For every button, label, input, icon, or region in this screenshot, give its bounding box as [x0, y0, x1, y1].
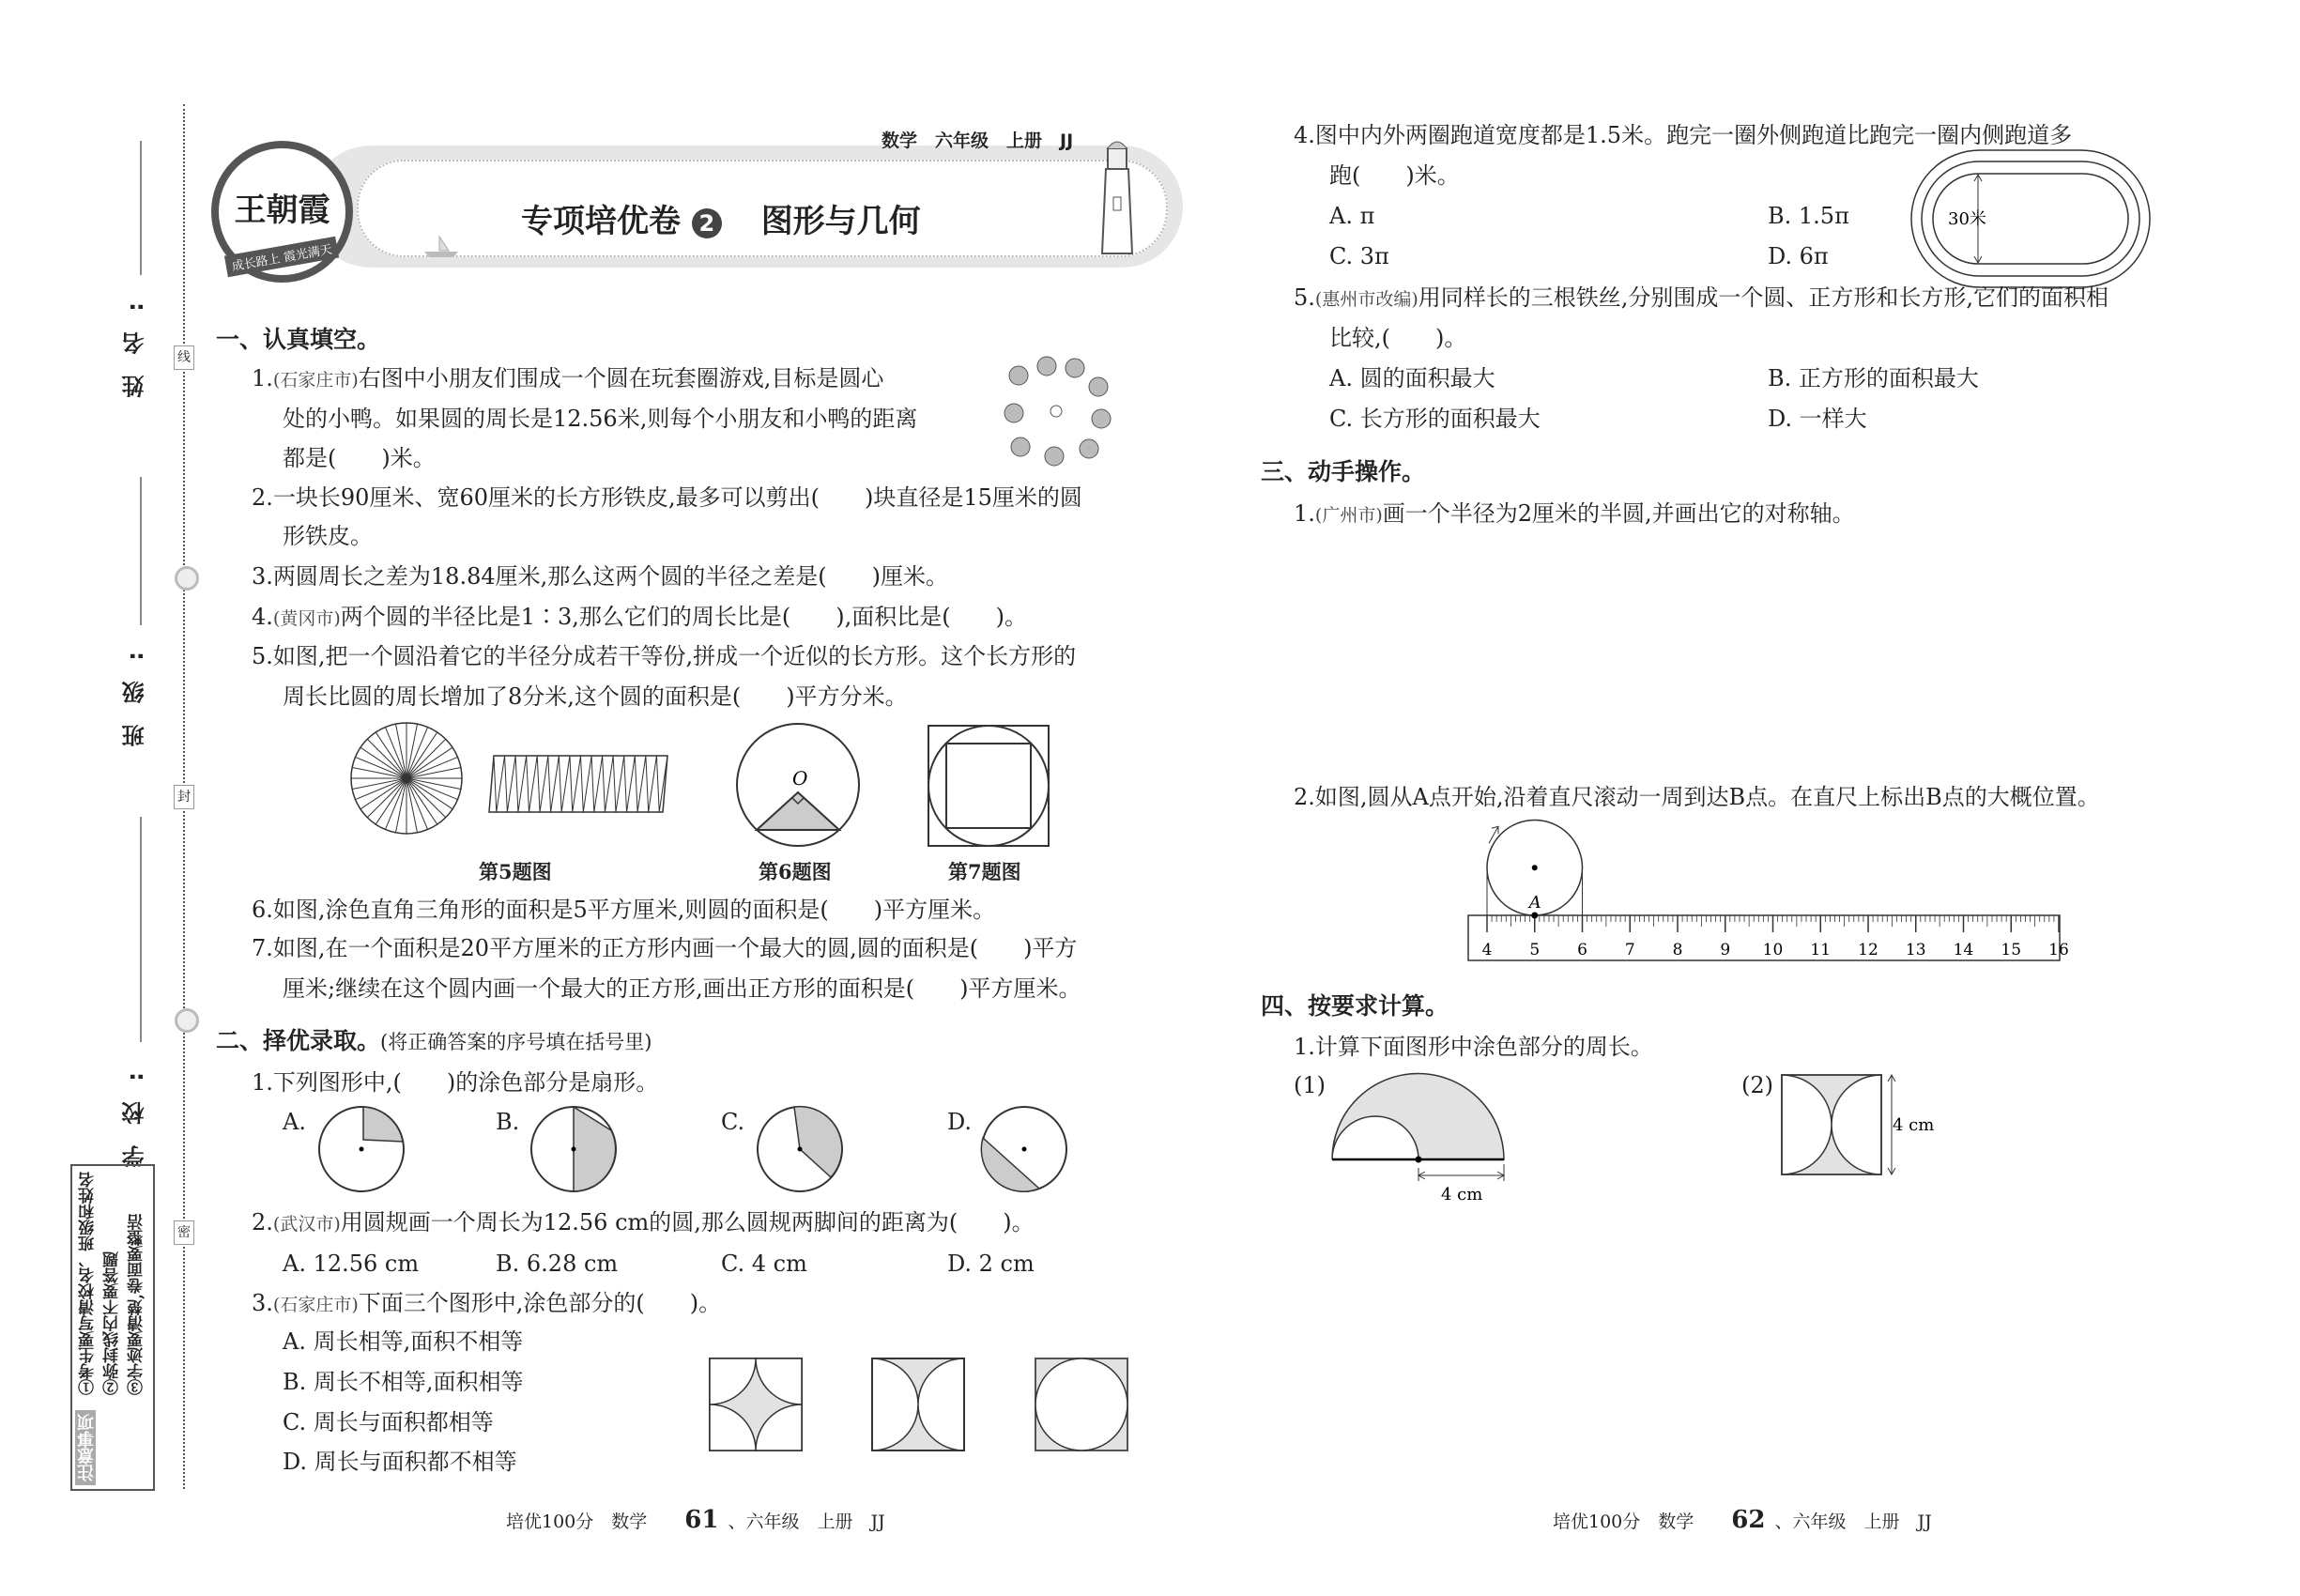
footer-grade: 、六年级 上册 JJ [728, 1512, 885, 1532]
fig6-center-label: O [792, 767, 808, 790]
title-subject: 图形与几何 [760, 203, 921, 240]
question-region: (广州市) [1314, 505, 1383, 526]
track-width-label: 30米 [1948, 209, 1986, 229]
option-b[interactable]: B. 6.28 cm [496, 1251, 619, 1277]
rolling-direction-arrow-icon [1489, 826, 1498, 843]
title-text: 专项培优卷 [521, 203, 681, 240]
choice-4 [1294, 121, 2072, 149]
question-text: 右图中小朋友们围成一个圆在玩套圈游戏,目标是圆心 [358, 365, 884, 391]
question-number: 4. [252, 604, 273, 630]
fig7-caption: 第7题图 [948, 860, 1021, 883]
question-number: 4. [1294, 122, 1315, 148]
question-text: 如图,圆从A点开始,沿着直尺滚动一周到达B点。在直尺上标出B点的大概位置。 [1314, 784, 2100, 810]
question-text[interactable]: 一块长90厘米、宽60厘米的长方形铁皮,最多可以剪出( )块直径是15厘米的圆 [272, 484, 1082, 511]
lighthouse-icon [1089, 131, 1145, 258]
option-c[interactable]: C. [721, 1109, 745, 1135]
option-b[interactable]: B. [496, 1109, 520, 1135]
section-note: (将正确答案的序号填在括号里) [380, 1031, 652, 1053]
notice-item: ③字迹要清楚,卷面要整洁 [128, 1214, 146, 1395]
fig1-dimension: 4 cm [1441, 1185, 1483, 1205]
ruler-tick-label: 4 [1481, 941, 1493, 959]
question-text[interactable]: 两个圆的半径比是1∶3,那么它们的周长比是( ),面积比是( )。 [340, 604, 1027, 630]
option-a[interactable]: A. 周长相等,面积不相等 [283, 1328, 524, 1355]
option-d[interactable]: D. 一样大 [1768, 406, 1867, 432]
question-number: 6. [252, 897, 273, 923]
choice-2 [252, 1208, 1035, 1238]
school-underline[interactable] [140, 817, 142, 1042]
section-title: 二、择优录取。 [216, 1027, 381, 1054]
question-region: (惠州市改编) [1314, 289, 1418, 310]
children-circle-illustration [1000, 355, 1112, 477]
question-6 [252, 896, 995, 924]
operation-1 [1294, 499, 1855, 529]
notice-item: ②弥封线内不要答题 [103, 1251, 122, 1395]
class-label: 班级: [122, 631, 148, 747]
running-track-figure [1910, 149, 2151, 288]
c3-figure-star [709, 1358, 803, 1451]
ruler-tick-label: 7 [1624, 941, 1635, 959]
option-d-sector-figure [981, 1106, 1067, 1192]
question-text[interactable]: 两圆周长之差为18.84厘米,那么这两个圆的半径之差是( )厘米。 [272, 563, 948, 590]
name-underline[interactable] [140, 141, 142, 275]
rolling-circle-ruler-figure[interactable] [1464, 812, 2084, 967]
header-meta: 数学 六年级 上册 JJ [882, 130, 1074, 151]
question-5 [252, 642, 1076, 670]
ruler-tick-label: 10 [1762, 941, 1784, 959]
title-number-badge: 2 [692, 208, 722, 238]
question-text[interactable]: 下列图形中,( )的涂色部分是扇形。 [272, 1069, 659, 1096]
fig5-parallelogram [488, 755, 668, 813]
boat-icon [422, 235, 460, 258]
drawing-area[interactable] [1294, 540, 2232, 775]
question-7 [252, 934, 1077, 962]
question-number: 3. [252, 563, 273, 590]
ruler-tick-label: 6 [1577, 941, 1587, 959]
section-1-heading: 一、认真填空。 [216, 326, 381, 353]
point-a-dot [1531, 913, 1538, 919]
knot-icon [175, 1008, 199, 1033]
page-number: 62 [1731, 1506, 1766, 1534]
ruler-tick-label: 15 [2001, 941, 2022, 959]
option-d[interactable]: D. [947, 1109, 973, 1135]
question-text[interactable]: 都是( )米。 [283, 445, 436, 471]
option-c[interactable]: C. 3π [1329, 243, 1389, 269]
option-d[interactable]: D. 周长与面积都不相等 [283, 1449, 517, 1475]
question-text: 形铁皮。 [283, 523, 373, 549]
notice-box [70, 1164, 155, 1491]
section-2-heading [216, 1027, 652, 1056]
choice-1 [252, 1068, 658, 1097]
fig1-label: (1) [1294, 1072, 1326, 1098]
option-a-sector-figure [318, 1106, 405, 1192]
option-a[interactable]: A. [283, 1109, 306, 1135]
ruler-tick-label: 5 [1529, 941, 1541, 959]
question-text: 画一个半径为2厘米的半圆,并画出它的对称轴。 [1382, 500, 1855, 527]
footer-book: 培优100分 数学 [1553, 1512, 1694, 1532]
question-text[interactable]: 周长比圆的周长增加了8分米,这个圆的面积是( )平方分米。 [283, 683, 908, 710]
fig2-square-arcs [1781, 1074, 1935, 1177]
choice-3 [252, 1289, 721, 1319]
question-text: 处的小鸭。如果圆的周长是12.56米,则每个小朋友和小鸭的距离 [283, 406, 918, 432]
footer-grade: 、六年级 上册 JJ [1774, 1512, 1932, 1532]
question-number: 2. [252, 484, 273, 511]
ruler-tick-label: 13 [1905, 941, 1926, 959]
sector-zigzag [494, 756, 667, 812]
question-4 [252, 603, 1027, 633]
option-a[interactable]: A. 12.56 cm [283, 1251, 420, 1277]
option-d[interactable]: D. 2 cm [947, 1251, 1035, 1277]
question-text[interactable]: 下面三个图形中,涂色部分的( )。 [358, 1290, 722, 1316]
c3-figure-circle-in-square [1035, 1358, 1128, 1451]
class-underline[interactable] [140, 477, 142, 625]
brand-name: 王朝霞 [234, 192, 330, 229]
question-2 [252, 483, 1082, 512]
section-3-heading: 三、动手操作。 [1261, 458, 1426, 485]
question-region: (石家庄市) [272, 370, 359, 391]
option-b[interactable]: B. 1.5π [1768, 203, 1849, 229]
footer-book: 培优100分 数学 [506, 1512, 648, 1532]
question-3 [252, 562, 948, 591]
question-number: 3. [252, 1290, 273, 1316]
name-label: 姓名: [122, 282, 148, 398]
calc-1 [1294, 1033, 1653, 1061]
question-region: (石家庄市) [272, 1295, 359, 1315]
question-number: 1. [252, 1069, 273, 1096]
point-a-label: A [1528, 893, 1541, 913]
ruler-tick-label: 11 [1810, 941, 1832, 959]
question-text: 如图,把一个圆沿着它的半径分成若干等份,拼成一个近似的长方形。这个长方形的 [272, 643, 1077, 669]
page-title [521, 195, 921, 241]
fig2-dimension: 4 cm [1893, 1115, 1935, 1135]
question-text: 计算下面图形中涂色部分的周长。 [1314, 1034, 1653, 1060]
question-text: 用同样长的三根铁丝,分别围成一个圆、正方形和长方形,它们的面积相 [1418, 284, 2108, 311]
question-number: 5. [252, 643, 273, 669]
school-label: 学校: [122, 1051, 148, 1168]
question-text[interactable]: 比较,( )。 [1329, 325, 1467, 351]
fig5-caption: 第5题图 [479, 860, 552, 883]
question-1 [252, 364, 883, 394]
option-b-sector-figure [530, 1106, 617, 1192]
ruler-tick-label: 9 [1720, 941, 1731, 959]
fig1-half-ring [1328, 1070, 1516, 1211]
question-text: 图中内外两圈跑道宽度都是1.5米。跑完一圈外侧跑道比跑完一圈内侧跑道多 [1314, 122, 2073, 148]
question-number: 1. [1294, 1034, 1315, 1060]
footer-left [506, 1506, 885, 1536]
ruler-tick-label: 16 [2048, 941, 2069, 959]
notice-item: ①考生要写清校名、班级和姓名 [79, 1172, 98, 1395]
fig6-caption: 第6题图 [759, 860, 832, 883]
page-number: 61 [684, 1506, 719, 1534]
option-a[interactable]: A. π [1329, 203, 1375, 229]
option-b[interactable]: B. 正方形的面积最大 [1768, 365, 1979, 391]
seal-mark-seal: 封 [174, 785, 194, 809]
question-number: 1. [1294, 500, 1315, 527]
question-text[interactable]: 如图,在一个面积是20平方厘米的正方形内画一个最大的圆,圆的面积是( )平方 [272, 935, 1078, 961]
question-text[interactable]: 如图,涂色直角三角形的面积是5平方厘米,则圆的面积是( )平方厘米。 [272, 897, 996, 923]
option-b[interactable]: B. 周长不相等,面积相等 [283, 1369, 524, 1395]
operation-2 [1294, 783, 2100, 811]
question-number: 7. [252, 935, 273, 961]
ruler-tick-label: 14 [1953, 941, 1974, 959]
fig6-circle-triangle [732, 719, 864, 851]
choice-5 [1294, 284, 2108, 314]
ruler-tick-label: 8 [1672, 941, 1683, 959]
footer-right [1553, 1506, 1932, 1536]
c3-figure-hourglass [871, 1358, 965, 1451]
seal-mark-line: 线 [174, 345, 194, 370]
option-c[interactable]: C. 长方形的面积最大 [1329, 406, 1541, 432]
fig7-square-circle-square [928, 725, 1050, 847]
ruler-tick-label: 12 [1858, 941, 1878, 959]
option-c[interactable]: C. 4 cm [721, 1251, 807, 1277]
question-number: 2. [252, 1209, 273, 1235]
question-text[interactable]: 跑( )米。 [1329, 162, 1460, 189]
question-number: 2. [1294, 784, 1315, 810]
circle-center-dot [1532, 865, 1538, 870]
question-text[interactable]: 用圆规画一个周长为12.56 cm的圆,那么圆规两脚间的距离为( )。 [340, 1209, 1035, 1235]
fig5-divided-circle [349, 721, 464, 836]
option-c[interactable]: C. 周长与面积都相等 [283, 1409, 494, 1435]
option-d[interactable]: D. 6π [1768, 243, 1829, 269]
notice-title: 注意事项 [75, 1410, 96, 1485]
brand-slogan: 成长路上 霞光满天 [224, 237, 339, 278]
question-number: 5. [1294, 284, 1315, 311]
option-a[interactable]: A. 圆的面积最大 [1329, 365, 1495, 391]
knot-icon [175, 566, 199, 591]
seal-mark-secret: 密 [174, 1220, 194, 1245]
question-region: (黄冈市) [272, 608, 341, 629]
question-region: (武汉市) [272, 1214, 341, 1235]
option-c-sector-figure [757, 1106, 843, 1192]
section-4-heading: 四、按要求计算。 [1261, 992, 1449, 1020]
question-number: 1. [252, 365, 273, 391]
question-text[interactable]: 厘米;继续在这个圆内画一个最大的正方形,画出正方形的面积是( )平方厘米。 [283, 975, 1081, 1002]
fig2-label: (2) [1741, 1072, 1773, 1098]
